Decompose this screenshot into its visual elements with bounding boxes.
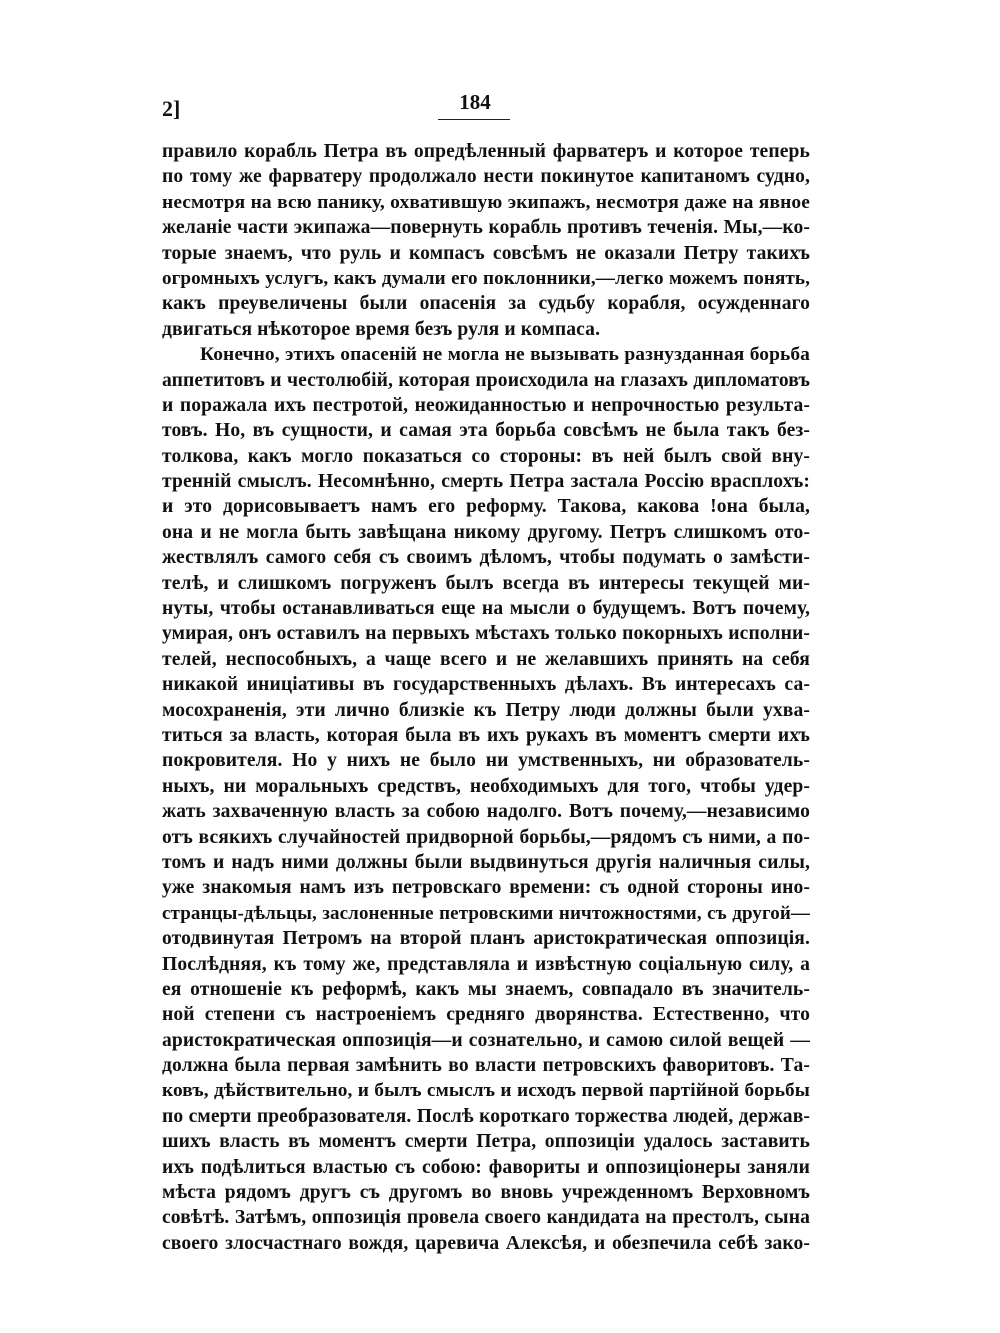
text-line: отъ всякихъ случайностей придворной борьбы,—рядомъ съ ними, а по-	[162, 826, 810, 848]
text-line: по тому же фарватеру продолжало нести покинутое капитаномъ судно,	[162, 166, 810, 188]
text-line: товъ. Но, въ сущности, и самая эта борьба совсѣмъ не была такъ без-	[162, 420, 810, 442]
text-line: огромныхъ услугъ, какъ думали его поклонники,—легко можемъ понять,	[162, 267, 810, 289]
text-line: жать захваченную власть за собою надолго. Вотъ почему,—независимо	[162, 801, 810, 823]
text-line: томъ и надъ ними должны были выдвинуться другія наличныя силы,	[162, 851, 810, 873]
text-line: покровителя. Но у нихъ не было ни умственныхъ, ни образователь-	[162, 750, 810, 772]
text-line: по смерти преобразователя. Послѣ короткаго торжества людей, держав-	[162, 1105, 810, 1127]
text-line: ной степени съ настроеніемъ средняго дворянства. Естественно, что	[162, 1004, 810, 1026]
text-line: телей, неспособныхъ, а чаще всего и не желавшихъ принять на себя	[162, 648, 810, 670]
text-line: совѣтѣ. Затѣмъ, оппозиція провела своего кандидата на престолъ, сына	[162, 1207, 810, 1229]
text-line: Конечно, этихъ опасеній не могла не вызывать разнузданная борьба	[200, 344, 810, 366]
text-line: тренній смыслъ. Несомнѣнно, смерть Петра застала Россію врасплохъ:	[162, 471, 810, 493]
page-number: 184	[459, 90, 491, 114]
text-line: должна была первая замѣнить во власти петровскихъ фаворитовъ. Та-	[162, 1055, 810, 1077]
text-line: ныхъ, ни моральныхъ средствъ, необходимыхъ для того, чтобы удер-	[162, 775, 810, 797]
text-line: правило корабль Петра въ опредѣленный фарватеръ и которое теперь	[162, 141, 810, 162]
text-line: странцы-дѣльцы, заслоненные петровскими ничтожностями, съ другой—	[162, 902, 810, 924]
signature-mark: 2]	[162, 96, 181, 121]
text-line: и это дорисовываетъ намъ его реформу. Такова, какова !она была,	[162, 496, 810, 518]
text-line: своего злосчастнаго вождя, царевича Алексѣя, и обезпечила себѣ зако-	[162, 1232, 810, 1254]
text-line: несмотря на всю панику, охватившую экипажъ, несмотря даже на явное	[162, 191, 810, 213]
text-line: толкова, какъ могло показаться со стороны: въ ней былъ свой вну-	[162, 445, 810, 467]
text-line: Послѣдняя, къ тому же, представляла и извѣстную соціальную силу, а	[162, 953, 810, 975]
text-line: аппетитовъ и честолюбій, которая происходила на глазахъ дипломатовъ	[162, 369, 810, 391]
text-line: какъ преувеличены были опасенія за судьбу корабля, осужденнаго	[162, 293, 810, 315]
text-line: ихъ подѣлиться властью съ собою: фавориты и оппозиціонеры заняли	[162, 1156, 810, 1178]
text-line: уже знакомыя намъ изъ петровскаго времени: съ одной стороны ино-	[162, 877, 810, 899]
text-line: жествлялъ самого себя съ своимъ дѣломъ, чтобы подумать о замѣсти-	[162, 547, 810, 569]
text-line: телѣ, и слишкомъ погруженъ былъ всегда въ интересы текущей ми-	[162, 572, 810, 594]
text-line: отодвинутая Петромъ на второй планъ аристократическая оппозиція.	[162, 928, 810, 950]
text-line: мосохраненія, эти лично близкіе къ Петру люди должны были ухва-	[162, 699, 810, 721]
page-number-rule	[438, 119, 510, 120]
text-line: ея отношеніе къ реформѣ, какъ мы знаемъ, совпадало въ значитель-	[162, 978, 810, 1000]
text-line: и поражала ихъ пестротой, неожиданностью и непрочностью результа-	[162, 394, 810, 416]
text-line: умирая, онъ оставилъ на первыхъ мѣстахъ только покорныхъ исполни-	[162, 623, 810, 645]
text-line: торые знаемъ, что руль и компасъ совсѣмъ не оказали Петру такихъ	[162, 242, 810, 264]
text-line: аристократическая оппозиція—и сознательно, и самою силой вещей —	[162, 1029, 810, 1051]
text-line: титься за власть, которая была въ ихъ рукахъ въ моментъ смерти ихъ	[162, 724, 810, 746]
body-text	[162, 139, 810, 1256]
text-line: никакой иниціативы въ государственныхъ дѣлахъ. Въ интересахъ са-	[162, 674, 810, 696]
text-line: она и не могла быть завѣщана никому другому. Петръ слишкомъ ото-	[162, 521, 810, 543]
text-line: желаніе части экипажа—повернуть корабль противъ теченія. Мы,—ко-	[162, 217, 810, 239]
text-line: ковъ, дѣйствительно, и былъ смыслъ и исходъ первой партійной борьбы	[162, 1080, 810, 1102]
text-line: шихъ власть въ моментъ смерти Петра, оппозиціи удалось заставить	[162, 1131, 810, 1153]
text-line: нуты, чтобы останавливаться еще на мысли о будущемъ. Вотъ почему,	[162, 598, 810, 620]
text-line: мѣста рядомъ другъ съ другомъ во вновь учрежденномъ Верховномъ	[162, 1182, 810, 1204]
text-line: двигаться нѣкоторое время безъ руля и компаса.	[162, 318, 601, 340]
